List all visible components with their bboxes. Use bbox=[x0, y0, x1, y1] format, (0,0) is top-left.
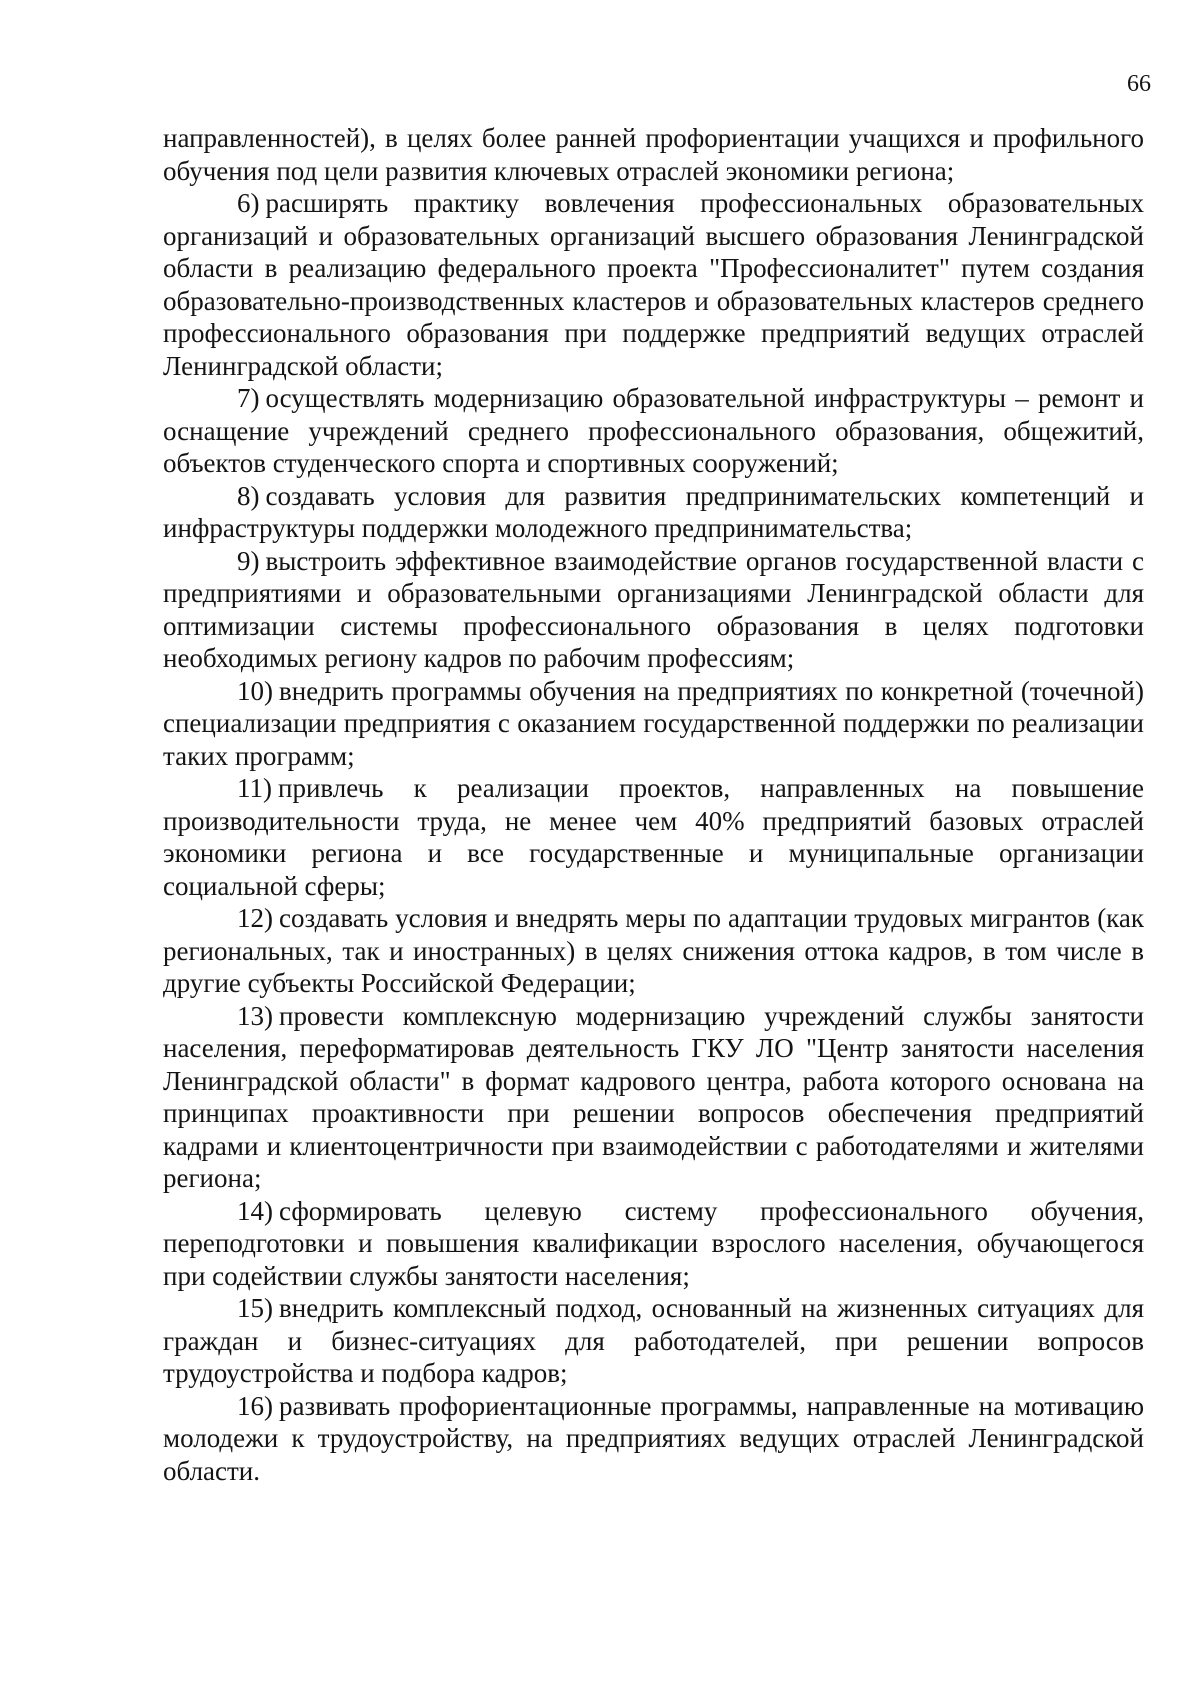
list-item-number: 8) bbox=[237, 480, 260, 511]
list-item bbox=[163, 1390, 1144, 1488]
opening-paragraph: направленностей), в целях более ранней профориентации учащихся и профильного обучения под цели развития ключевых отраслей экономики региона; bbox=[163, 123, 1144, 186]
list-item-text: создавать условия для развития предпринимательских компетенций и инфраструктуры поддержки молодежного предпринимательства; bbox=[163, 480, 1144, 543]
list-item bbox=[163, 1000, 1144, 1195]
list-item bbox=[163, 1195, 1144, 1293]
list-item-number: 14) bbox=[237, 1195, 273, 1226]
list-item-text: внедрить программы обучения на предприятиях по конкретной (точечной) специализации предприятия с оказанием государственной поддержки по реализации таких программ; bbox=[163, 675, 1144, 771]
list-item-text: развивать профориентационные программы, направленные на мотивацию молодежи к трудоустройству, на предприятиях ведущих отраслей Ленинградской области. bbox=[163, 1390, 1144, 1486]
list-item-number: 7) bbox=[237, 383, 260, 413]
list-item bbox=[163, 772, 1144, 902]
list-item-text: сформировать целевую систему профессионального обучения, переподготовки и повышения квалификации взрослого населения, обучающегося при содействии службы занятости населения; bbox=[163, 1195, 1144, 1291]
list-item-text: внедрить комплексный подход, основанный на жизненных ситуациях для граждан и бизнес-ситуациях для работодателей, при решении вопросов трудоустройства и подбора кадров; bbox=[163, 1293, 1144, 1388]
list-item-text: привлечь к реализации проектов, направленных на повышение производительности труда, не менее чем 40% предприятий базовых отраслей экономики региона и все государственные и муниципальные организации социальной сферы; bbox=[163, 773, 1144, 901]
numbered-list bbox=[163, 187, 1144, 1487]
list-item-number: 12) bbox=[237, 903, 273, 933]
list-item bbox=[163, 545, 1144, 675]
list-item-text: осуществлять модернизацию образовательной инфраструктуры – ремонт и оснащение учреждений среднего профессионального образования, общежитий, объектов студенческого спорта и спортивных сооружений; bbox=[163, 383, 1144, 478]
list-item-number: 9) bbox=[237, 545, 260, 576]
list-item bbox=[163, 480, 1144, 545]
list-item bbox=[163, 675, 1144, 773]
list-item bbox=[163, 902, 1144, 1000]
list-item bbox=[163, 382, 1144, 480]
list-item-number: 6) bbox=[237, 188, 260, 218]
list-item bbox=[163, 187, 1144, 382]
list-item-number: 10) bbox=[237, 675, 273, 706]
list-item-text: расширять практику вовлечения профессиональных образовательных организаций и образовательных организаций высшего образования Ленинградской области в реализацию федерального проекта "Профессионалитет" путем создания образовательно-производственных кластеров и образовательных кластеров среднего профессионального образования при поддержке предприятий ведущих отраслей Ленинградской области; bbox=[163, 188, 1144, 381]
list-item-text: провести комплексную модернизацию учреждений службы занятости населения, переформатировав деятельность ГКУ ЛО "Центр занятости населения Ленинградской области" в формат кадрового центра, работа которого основана на принципах проактивности при решении вопросов обеспечения предприятий кадрами и клиентоцентричности при взаимодействии с работодателями и жителями региона; bbox=[163, 1000, 1144, 1193]
list-item-number: 11) bbox=[237, 773, 272, 803]
list-item-number: 15) bbox=[237, 1293, 273, 1323]
list-item-number: 16) bbox=[237, 1390, 273, 1421]
document-body bbox=[163, 122, 1144, 1487]
list-item-text: выстроить эффективное взаимодействие органов государственной власти с предприятиями и образовательными организациями Ленинградской области для оптимизации системы профессионального образования в целях подготовки необходимых региону кадров по рабочим профессиям; bbox=[163, 545, 1144, 673]
list-item-text: создавать условия и внедрять меры по адаптации трудовых мигрантов (как региональных, так и иностранных) в целях снижения оттока кадров, в том числе в другие субъекты Российской Федерации; bbox=[163, 903, 1144, 998]
list-item bbox=[163, 1292, 1144, 1390]
list-item-number: 13) bbox=[237, 1000, 273, 1031]
page-number: 66 bbox=[1127, 71, 1151, 97]
